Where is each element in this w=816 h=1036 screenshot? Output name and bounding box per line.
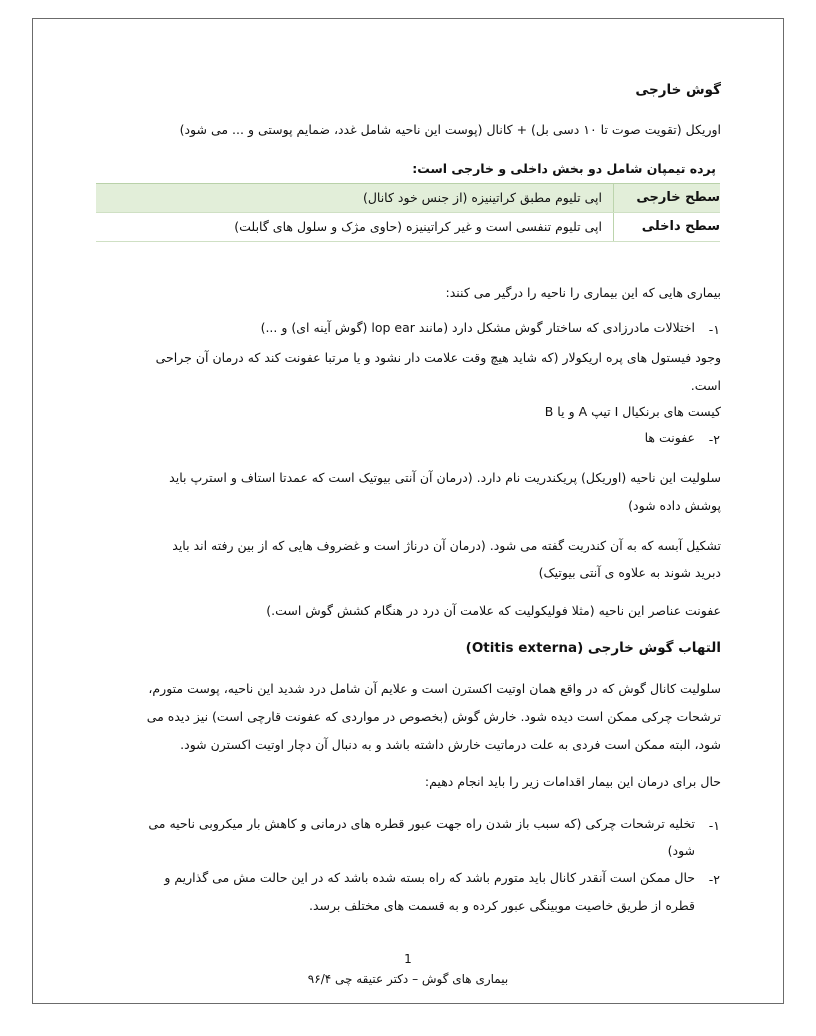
- table-row-value: اپی تلیوم مطبق کراتینیزه (از جنس خود کانال): [362, 190, 602, 205]
- paragraph-line: پوشش داده شود): [628, 498, 721, 513]
- list-subitem: است.: [690, 378, 721, 393]
- paragraph-line: عفونت عناصر این ناحیه (مثلا فولیکولیت که علامت آن درد در هنگام کشش گوش است.): [266, 603, 721, 618]
- table-row: [96, 183, 720, 213]
- section-heading: التهاب گوش خارجی (Otitis externa): [465, 640, 721, 656]
- tympanic-heading: پرده تیمپان شامل دو بخش داخلی و خارجی است:: [412, 161, 716, 176]
- paragraph-line: ترشحات چرکی ممکن است دیده شود. خارش گوش (بخصوص در مواردی که عفونت قارچی است) نیز دیده می: [146, 709, 721, 724]
- list-item: قطره از طریق خاصیت موبینگی عبور کرده و به قسمت های مختلف برسد.: [308, 898, 695, 913]
- column-divider: [613, 213, 614, 241]
- paragraph-line: تشکیل آبسه که به آن کندریت گفته می شود. (درمان آن درناژ است و غضروف هایی که از بین رفته اند باید: [172, 538, 721, 553]
- table-row: [96, 213, 720, 242]
- paragraph-line: سلولیت کانال گوش که در واقع همان اوتیت اکسترن است و علایم آن شامل درد شدید این ناحیه، پوست متورم،: [148, 681, 721, 696]
- treatment-intro: حال برای درمان این بیمار اقدامات زیر را باید انجام دهیم:: [424, 774, 721, 789]
- list-number: -۱: [708, 818, 720, 833]
- list-number: -۱: [708, 322, 720, 337]
- page-number: 1: [404, 952, 412, 966]
- list-item: تخلیه ترشحات چرکی (که سبب باز شدن راه جهت عبور قطره های درمانی و کاهش بار میکروبی ناحیه می: [148, 816, 695, 831]
- column-divider: [613, 184, 614, 212]
- tympanic-table: [96, 183, 720, 242]
- paragraph-line: سلولیت این ناحیه (اوریکل) پریکندریت نام دارد. (درمان آن آنتی بیوتیک است که عمدتا استاف و استرپ باید: [169, 470, 721, 485]
- table-row-label: سطح خارجی: [636, 190, 720, 205]
- list-number: -۲: [708, 872, 720, 887]
- list-item: حال ممکن است آنقدر کانال باید متورم باشد که راه بسته شده باشد که در این حالت مش می گذاریم و: [164, 870, 695, 885]
- diseases-intro: بیماری هایی که این بیماری را ناحیه را درگیر می کنند:: [445, 285, 721, 300]
- list-item: اختلالات مادرزادی که ساختار گوش مشکل دارد (مانند lop ear (گوش آینه ای) و ...): [260, 320, 695, 335]
- table-row-value: اپی تلیوم تنفسی است و غیر کراتینیزه (حاوی مژک و سلول های گابلت): [234, 219, 602, 234]
- list-item: شود): [667, 843, 695, 858]
- paragraph-line: دبرید شوند به علاوه ی آنتی بیوتیک): [538, 565, 721, 580]
- table-row-label: سطح داخلی: [641, 219, 720, 234]
- paragraph-line: شود، البته ممکن است فردی به علت درماتیت خارش داشته باشد و به دنبال آن دچار اوتیت اکسترن شود.: [180, 737, 721, 752]
- page-title: گوش خارجی: [635, 82, 721, 98]
- list-subitem: کیست های برنکیال I تیپ A و یا B: [544, 404, 721, 419]
- intro-line: اوریکل (تقویت صوت تا ۱۰ دسی بل) + کانال (پوست این ناحیه شامل غدد، ضمایم پوستی و ... می شود): [179, 122, 721, 137]
- list-subitem: وجود فیستول های پره اریکولار (که شاید هیچ وقت علامت دار نشود و یا مرتبا عفونت کند که درمان آن جراحی: [155, 350, 721, 365]
- footer-caption: بیماری های گوش – دکتر عتیقه چی ۹۶/۴: [307, 972, 509, 986]
- list-item: عفونت ها: [644, 430, 695, 445]
- list-number: -۲: [708, 432, 720, 447]
